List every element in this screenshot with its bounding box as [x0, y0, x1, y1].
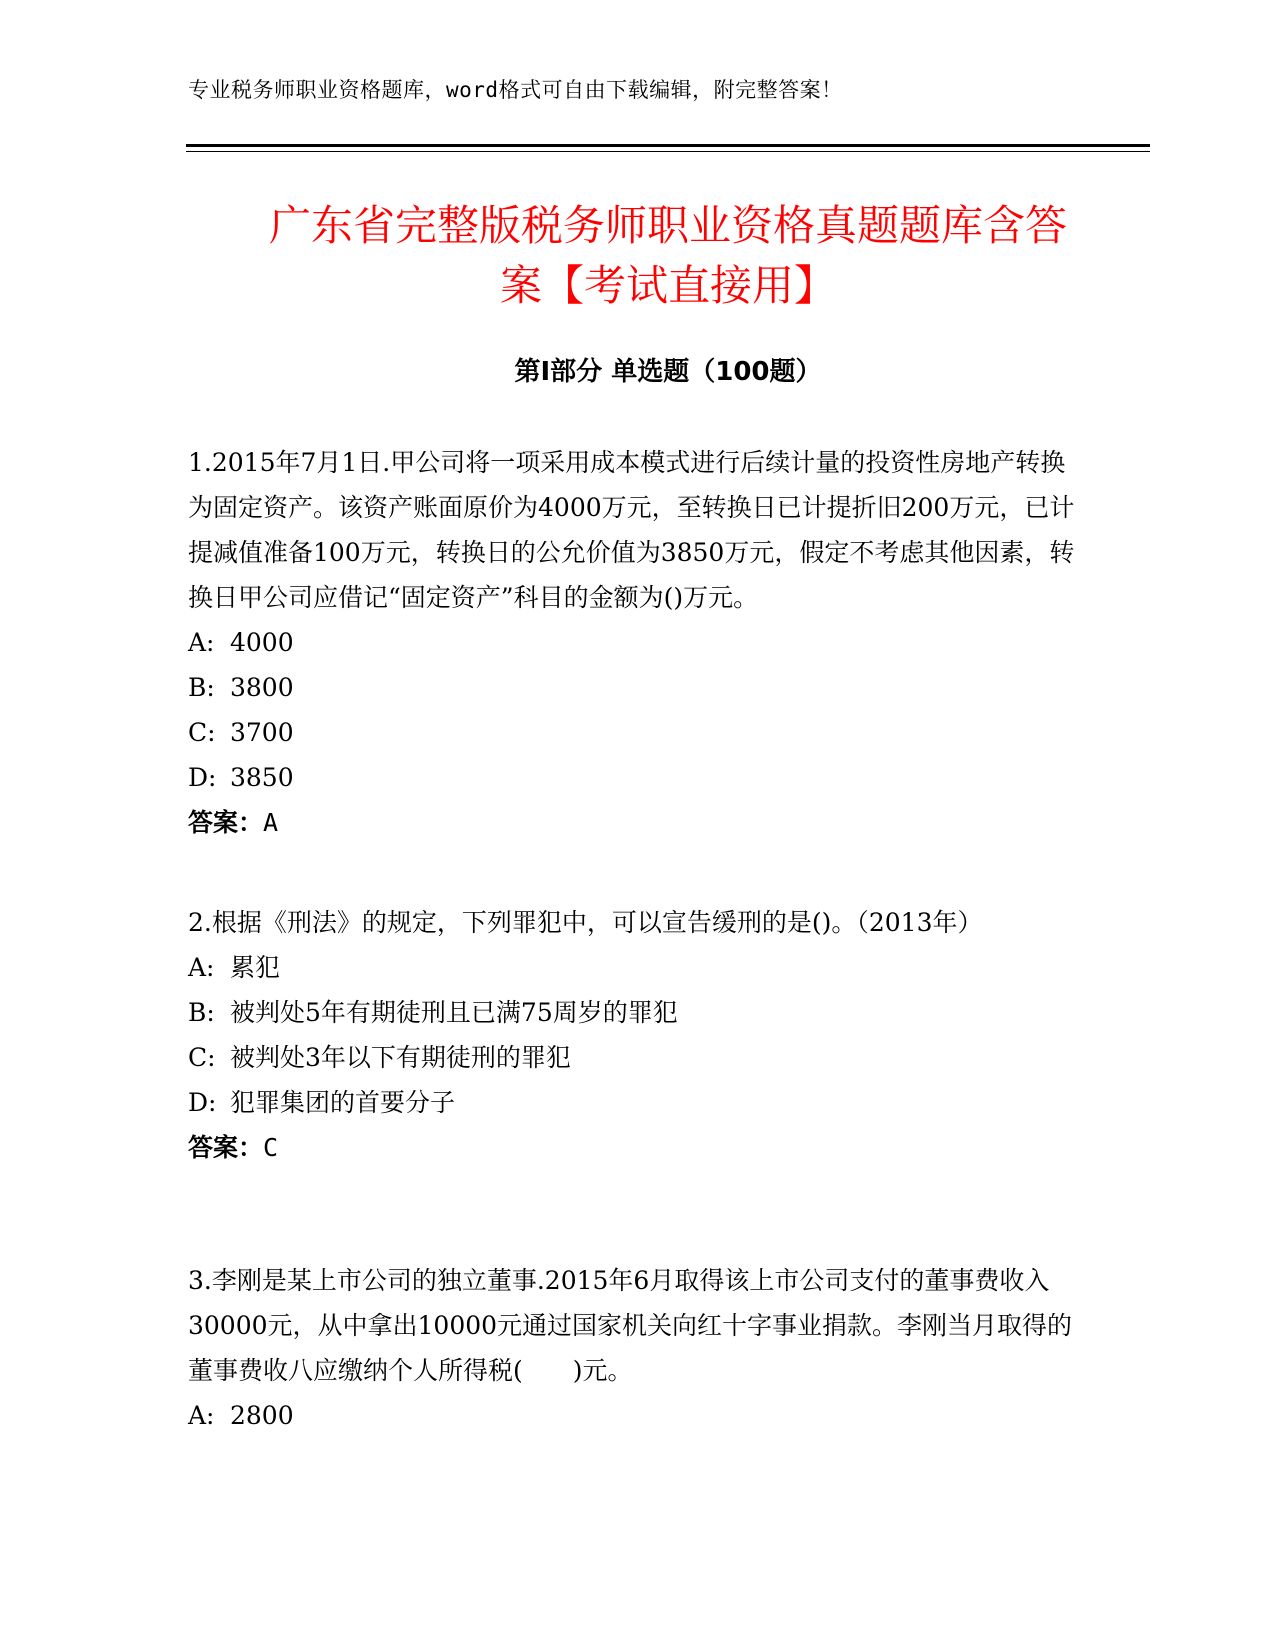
option-text: 4000 — [230, 628, 294, 657]
option-c — [188, 710, 1088, 755]
document-title — [186, 196, 1150, 316]
option-text: 被判处3年以下有期徒刑的罪犯 — [230, 1043, 571, 1072]
option-key: D: — [188, 1088, 217, 1117]
question-stem: 2.根据《刑法》的规定，下列罪犯中，可以宣告缓刑的是()。（2013年） — [188, 908, 983, 937]
answer-value: A — [263, 808, 279, 837]
option-text: 犯罪集团的首要分子 — [230, 1088, 456, 1117]
option-b — [188, 990, 1088, 1035]
option-key: C: — [188, 718, 216, 747]
option-key: B: — [188, 673, 215, 702]
document-title-line1: 广东省完整版税务师职业资格真题题库含答 — [268, 201, 1067, 250]
option-text: 3800 — [230, 673, 294, 702]
option-key: D: — [188, 763, 217, 792]
option-key: B: — [188, 998, 215, 1027]
answer-line — [188, 1125, 1088, 1170]
option-text: 3700 — [230, 718, 294, 747]
option-a — [188, 620, 1088, 665]
option-text: 累犯 — [230, 953, 281, 982]
question-stem: 1.2015年7月1日.甲公司将一项采用成本模式进行后续计量的投资性房地产转换为固定资产。该资产账面原价为4000万元，至转换日已计提折旧200万元，已计提减值准备100万元，转换日的公允价值为3850万元，假定不考虑其他因素，转换日甲公司应借记“固定资产”科目的金额为()万元。 — [188, 448, 1075, 612]
answer-label: 答案： — [188, 808, 264, 837]
question-3 — [188, 1258, 1088, 1438]
header-note: 专业税务师职业资格题库，word格式可自由下载编辑，附完整答案！ — [188, 78, 843, 102]
option-key: C: — [188, 1043, 216, 1072]
answer-value: C — [263, 1133, 279, 1162]
option-text: 3850 — [230, 763, 294, 792]
option-d — [188, 1080, 1088, 1125]
option-a — [188, 1393, 1088, 1438]
document-title-line2: 案【考试直接用】 — [499, 261, 836, 310]
option-a — [188, 945, 1088, 990]
section-title: 第Ⅰ部分 单选题（100题） — [514, 357, 822, 387]
option-text: 被判处5年有期徒刑且已满75周岁的罪犯 — [230, 998, 678, 1027]
option-key: A: — [188, 628, 215, 657]
answer-line — [188, 800, 1088, 845]
question-2 — [188, 900, 1088, 1170]
option-key: A: — [188, 953, 215, 982]
option-b — [188, 665, 1088, 710]
option-text: 2800 — [230, 1401, 294, 1430]
option-d — [188, 755, 1088, 800]
option-c — [188, 1035, 1088, 1080]
answer-label: 答案： — [188, 1133, 264, 1162]
question-1 — [188, 440, 1088, 845]
question-stem: 3.李刚是某上市公司的独立董事.2015年6月取得该上市公司支付的董事费收入30000元，从中拿出10000元通过国家机关向红十字事业捐款。李刚当月取得的董事费收八应缴纳个人所得税( )元。 — [188, 1266, 1073, 1385]
header-rule-thick — [186, 144, 1150, 147]
header-rule-thin — [186, 151, 1150, 152]
option-key: A: — [188, 1401, 215, 1430]
